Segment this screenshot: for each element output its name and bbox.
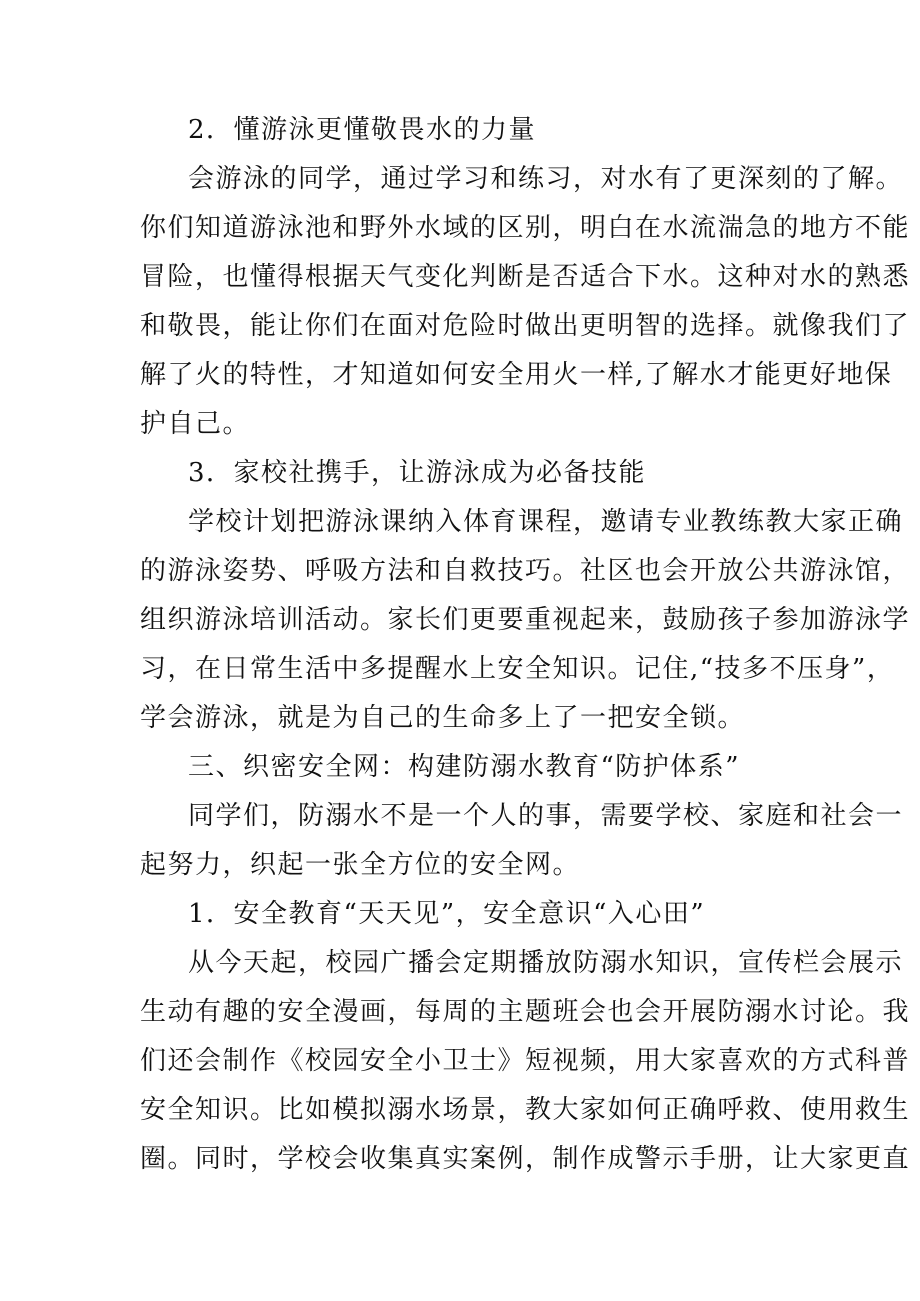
section-heading-home-school-community: 3．家校社携手，让游泳成为必备技能 <box>188 458 647 488</box>
paragraph-line: 生动有趣的安全漫画，每周的主题班会也会开展防溺水讨论。我 <box>140 997 911 1027</box>
paragraph-line: 你们知道游泳池和野外水域的区别，明白在水流湍急的地方不能 <box>140 213 911 243</box>
paragraph-line: 安全知识。比如模拟溺水场景，教大家如何正确呼救、使用救生 <box>140 1095 911 1125</box>
section-heading-swim-respect: 2．懂游泳更懂敬畏水的力量 <box>188 115 537 145</box>
paragraph-line: 圈。同时，学校会收集真实案例，制作成警示手册，让大家更直 <box>140 1144 911 1174</box>
paragraph-line: 们还会制作《校园安全小卫士》短视频，用大家喜欢的方式科普 <box>140 1046 911 1076</box>
paragraph-line: 习，在日常生活中多提醒水上安全知识。记住,“技多不压身”， <box>140 654 895 684</box>
paragraph-line: 会游泳的同学，通过学习和练习，对水有了更深刻的了解。 <box>188 164 904 194</box>
paragraph-line: 护自己。 <box>140 409 251 439</box>
section-heading-daily-safety-education: 1．安全教育“天天见”，安全意识“入心田” <box>188 899 706 929</box>
paragraph-line: 冒险，也懂得根据天气变化判断是否适合下水。这种对水的熟悉 <box>140 262 911 292</box>
paragraph-line: 起努力，织起一张全方位的安全网。 <box>140 850 581 880</box>
paragraph-line: 学会游泳，就是为自己的生命多上了一把安全锁。 <box>140 703 746 733</box>
paragraph-line: 学校计划把游泳课纳入体育课程，邀请专业教练教大家正确 <box>188 507 904 537</box>
paragraph-line: 的游泳姿势、呼吸方法和自救技巧。社区也会开放公共游泳馆， <box>140 556 911 586</box>
paragraph-line: 同学们，防溺水不是一个人的事，需要学校、家庭和社会一 <box>188 801 904 831</box>
paragraph-line: 组织游泳培训活动。家长们更要重视起来，鼓励孩子参加游泳学 <box>140 605 911 635</box>
paragraph-line: 和敬畏，能让你们在面对危险时做出更明智的选择。就像我们了 <box>140 311 911 341</box>
paragraph-line: 从今天起，校园广播会定期播放防溺水知识，宣传栏会展示 <box>188 948 904 978</box>
main-section-heading-safety-net: 三、织密安全网：构建防溺水教育“防护体系” <box>188 752 741 782</box>
paragraph-line: 解了火的特性，才知道如何安全用火一样,了解水才能更好地保 <box>140 360 893 390</box>
